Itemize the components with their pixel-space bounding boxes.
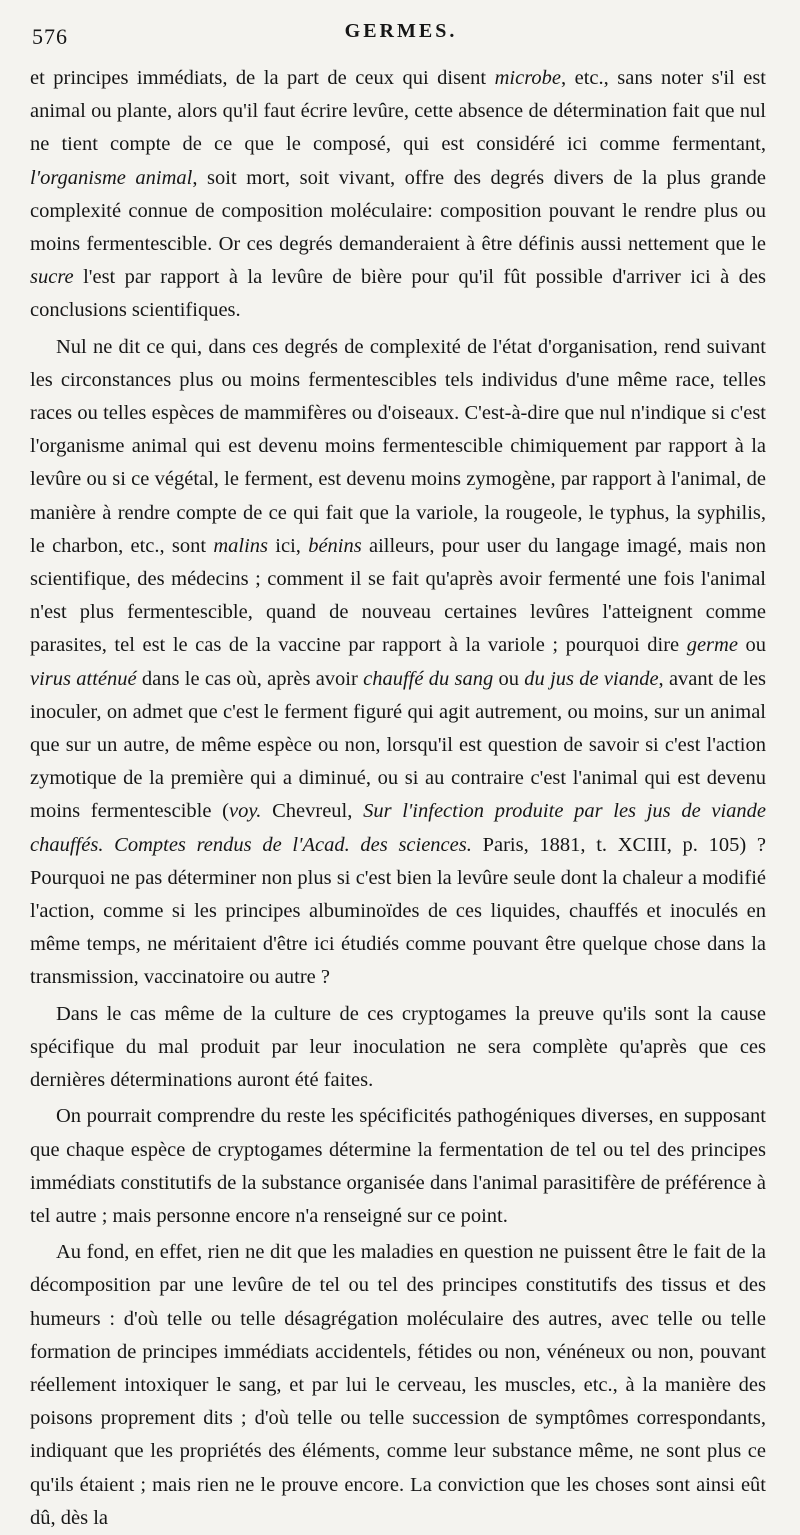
page-header [32, 20, 770, 50]
italic-run: du jus de viande [524, 667, 659, 690]
italic-run: malins [213, 534, 269, 557]
paragraph-4: On pourrait comprendre du reste les spécificités pathogéniques diverses, en supposant que chaque espèce de cryptogames détermine la fermentation de tel ou tel des principes immédiats constitutifs de la substance organisée dans l'animal parasitifère de préférence à tel autre ; mais personne encore n'a renseigné sur ce point. [30, 1105, 766, 1227]
italic-run: voy. [228, 800, 262, 823]
running-title: GERMES. [344, 20, 458, 42]
paragraph-5: Au fond, en effet, rien ne dit que les maladies en question ne puissent être le fait de la décomposition par une levûre de tel ou tel des principes constitutifs des tissus et des humeurs : d'où telle ou telle désagrégation moléculaire des autres, avec telle ou telle formation de principes immédiats accidentels, fétides ou non, vénéneux ou non, pouvant réellement intoxiquer le sang, et par lui le cerveau, les muscles, etc., à la manière des poisons proprement dits ; d'où telle ou telle succession de symptômes correspondants, indiquant que les propriétés des éléments, comme leur substance même, ne sont plus ce qu'ils étaient ; mais rien ne le prouve encore. La conviction que les choses sont ainsi eût dû, dès la [30, 1241, 766, 1529]
italic-run: Sur l'infection produite par les jus de viande chauffés. Comptes rendus de l'Acad. des sciences. [30, 800, 766, 856]
paragraph-1: et principes immédiats, de la part de ceux qui disent microbe, etc., sans noter s'il est animal ou plante, alors qu'il faut écrire levûre, cette absence de détermination fait que nul ne tient compte de ce que le composé, qui est considéré ici comme fermentant, l'organisme animal, soit mort, soit vivant, offre des degrés divers de la plus grande complexité connue de composition moléculaire: composition pouvant le rendre plus ou moins fermentescible. Or ces degrés demanderaient à être définis aussi nettement que le sucre l'est par rapport à la levûre de bière pour qu'il fût possible d'arriver ici à des conclusions scientifiques. [30, 67, 766, 322]
italic-run: virus atténué [30, 667, 137, 690]
italic-run: bénins [308, 534, 362, 557]
italic-run: l'organisme animal [30, 166, 193, 189]
italic-run: sucre [30, 266, 74, 289]
paragraph-3: Dans le cas même de la culture de ces cryptogames la preuve qu'ils sont la cause spécifique du mal produit par leur inoculation ne sera complète qu'après que ces dernières déterminations auront été faites. [30, 1002, 766, 1092]
page-number: 576 [32, 24, 68, 49]
body-text [30, 62, 766, 1535]
italic-run: germe [686, 634, 738, 657]
paragraph-2: Nul ne dit ce qui, dans ces degrés de complexité de l'état d'organisation, rend suivant les circonstances plus ou moins fermentescibles tels individus d'une même race, telles races ou telles espèces de mammifères ou d'oiseaux. C'est-à-dire que nul n'indique si c'est l'organisme animal qui est devenu moins fermentescible chimiquement par rapport à la levûre ou si ce végétal, le ferment, est devenu moins zymogène, par rapport à l'animal, de manière à rendre compte de ce qui fait que la variole, la rougeole, le typhus, la syphilis, le charbon, etc., sont malins ici, bénins ailleurs, pour user du langage imagé, mais non scientifique, des médecins ; comment il se fait qu'après avoir fermenté une fois l'animal n'est plus fermentescible, quand de nouveau certaines levûres l'atteignent comme parasites, tel est le cas de la vaccine par rapport à la variole ; pourquoi dire germe ou virus atténué dans le cas où, après avoir chauffé du sang ou du jus de viande, avant de les inoculer, on admet que c'est le ferment figuré qui agit autrement, ou moins, sur un animal que sur un autre, de même espèce ou non, lorsqu'il est question de savoir si c'est l'action zymotique de la première qui a diminué, ou si au contraire c'est l'animal qui est devenu moins fermentescible (voy. Chevreul, Sur l'infection produite par les jus de viande chauffés. Comptes rendus de l'Acad. des sciences. Paris, 1881, t. XCIII, p. 105) ? Pourquoi ne pas déterminer non plus si c'est bien la levûre seule dont la chaleur a modifié l'action, comme si les principes albuminoïdes de ces liquides, chauffés et inoculés en même temps, ne méritaient d'être ici étudiés comme pouvant être quelque chose dans la transmission, vaccinatoire ou autre ? [30, 335, 767, 989]
italic-run: microbe [494, 67, 562, 89]
italic-run: chauffé du sang [363, 667, 494, 690]
